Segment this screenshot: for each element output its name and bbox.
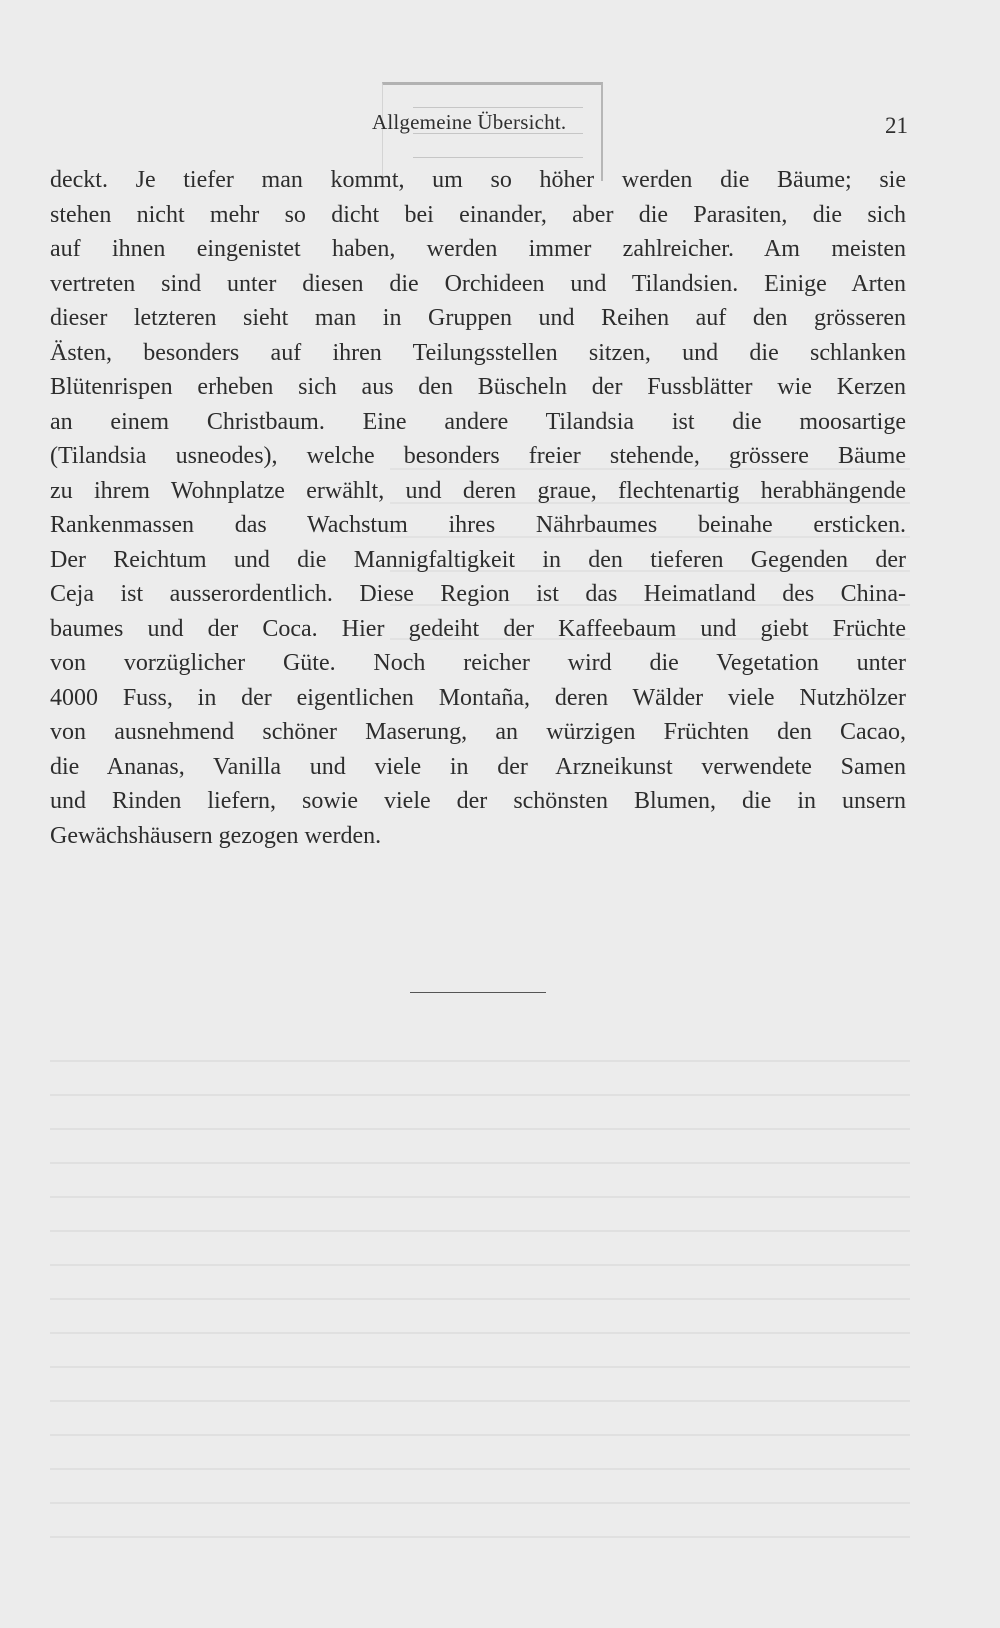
text-line: Rankenmassen das Wachstum ihres Nährbaumes beinahe ersticken.: [50, 512, 906, 538]
text-line: (Tilandsia usneodes), welche besonders freier stehende, grössere Bäume: [50, 443, 906, 469]
text-line: auf ihnen eingenistet haben, werden immer zahlreicher. Am meisten: [50, 236, 906, 262]
text-line: zu ihrem Wohnplatze erwählt, und deren graue, flechtenartig herabhängende: [50, 477, 906, 504]
show-through-text-bottom: [50, 1040, 910, 1560]
text-line: von vorzüglicher Güte. Noch reicher wird die Vegetation unter: [50, 650, 906, 676]
text-line: und Rinden liefern, sowie viele der schönsten Blumen, die in unsern: [50, 788, 906, 814]
text-line: baumes und der Coca. Hier gedeiht der Kaffeebaum und giebt Früchte: [50, 615, 906, 642]
stamp-line: [413, 157, 583, 158]
running-title: Allgemeine Übersicht.: [372, 110, 567, 134]
section-divider: [410, 992, 546, 993]
text-line: von ausnehmend schöner Maserung, an würzigen Früchten den Cacao,: [50, 719, 906, 745]
text-line: stehen nicht mehr so dicht bei einander, aber die Parasiten, die sich: [50, 201, 906, 228]
text-line: an einem Christbaum. Eine andere Tilandsia ist die moosartige: [50, 408, 906, 435]
text-line: 4000 Fuss, in der eigentlichen Montaña, deren Wälder viele Nutzhölzer: [50, 684, 906, 711]
text-line: vertreten sind unter diesen die Orchideen und Tilandsien. Einige Arten: [50, 270, 906, 297]
running-header: [0, 110, 1000, 140]
text-line: deckt. Je tiefer man kommt, um so höher werden die Bäume; sie: [50, 167, 906, 193]
text-line: dieser letzteren sieht man in Gruppen und Reihen auf den grösseren: [50, 305, 906, 331]
text-line-last: Gewächshäusern gezogen werden.: [50, 822, 382, 849]
text-line: Ästen, besonders auf ihren Teilungsstellen sitzen, und die schlanken: [50, 339, 906, 366]
text-line: Blütenrispen erheben sich aus den Büscheln der Fussblätter wie Kerzen: [50, 374, 906, 400]
text-line: die Ananas, Vanilla und viele in der Arzneikunst verwendete Samen: [50, 753, 906, 780]
text-line: Ceja ist ausserordentlich. Diese Region ist das Heimatland des China-: [50, 581, 906, 607]
stamp-line: [413, 107, 583, 108]
body-text: [50, 163, 906, 853]
text-line: Der Reichtum und die Mannigfaltigkeit in den tieferen Gegenden der: [50, 546, 906, 573]
page-number: 21: [885, 113, 908, 138]
